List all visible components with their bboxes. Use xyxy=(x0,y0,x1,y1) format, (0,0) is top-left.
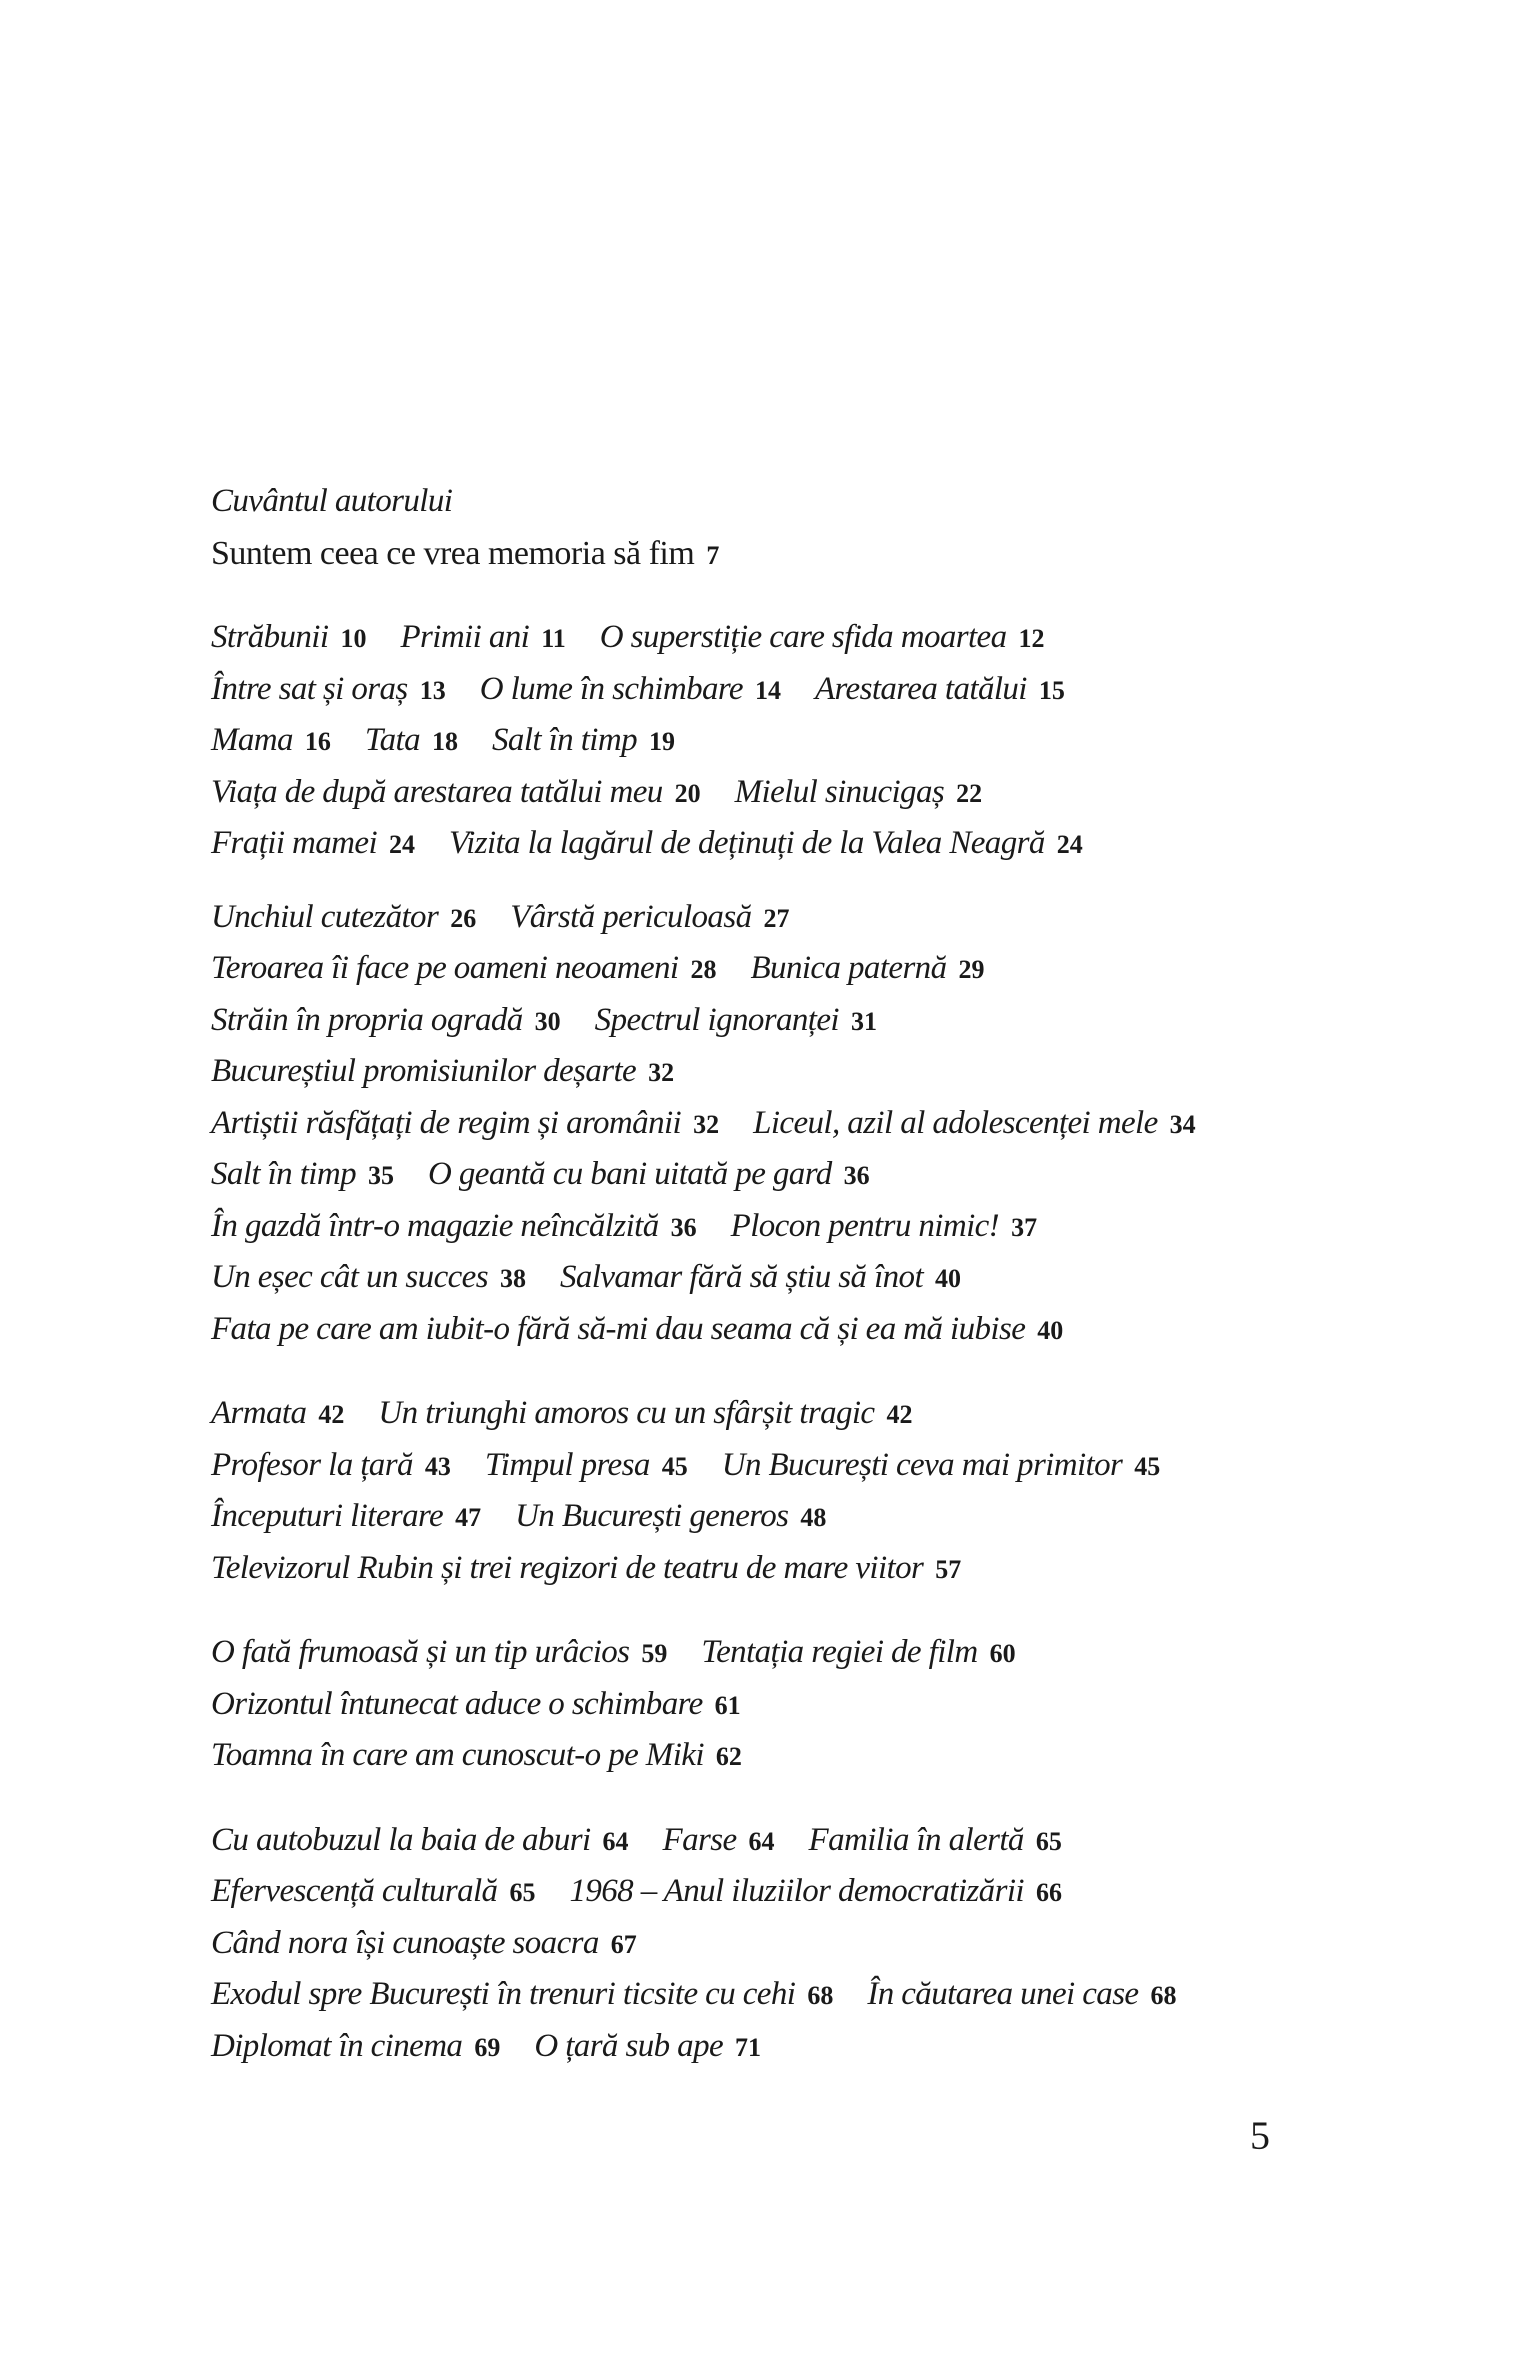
toc-entry[interactable] xyxy=(211,1098,719,1151)
toc-line xyxy=(211,1866,1331,1918)
entry-title: Artiștii răsfățați de regim și aromânii xyxy=(211,1104,682,1141)
toc-line xyxy=(211,943,1331,995)
toc-entry[interactable] xyxy=(211,1304,1063,1357)
entry-page: 15 xyxy=(1038,675,1065,705)
entry-page: 27 xyxy=(763,903,790,933)
toc-sections xyxy=(211,579,1331,2072)
toc-entry[interactable] xyxy=(211,1201,697,1254)
toc-line xyxy=(211,2021,1331,2073)
toc-entry[interactable] xyxy=(867,1969,1176,2022)
toc-entry[interactable] xyxy=(211,1627,667,1680)
entry-title: Fata pe care am iubit-o fără să-mi dau seama că și ea mă iubise xyxy=(211,1310,1026,1347)
entry-title: Armata xyxy=(211,1395,307,1431)
entry-page: 43 xyxy=(424,1451,451,1481)
toc-entry[interactable] xyxy=(600,612,1045,665)
entry-page: 12 xyxy=(1018,624,1045,653)
toc-line xyxy=(211,1252,1331,1304)
entry-page: 32 xyxy=(648,1058,675,1087)
toc-entry[interactable] xyxy=(211,1388,344,1441)
toc-entry[interactable] xyxy=(400,612,565,665)
entry-page: 29 xyxy=(958,955,985,984)
entry-page: 24 xyxy=(1056,830,1083,859)
toc-line xyxy=(211,1543,1331,1595)
toc-line xyxy=(211,1815,1331,1867)
entry-title: Tentația regiei de film xyxy=(701,1634,978,1670)
entry-page: 57 xyxy=(935,1554,962,1584)
entry-page: 42 xyxy=(318,1400,345,1429)
preface-title: Suntem ceea ce vrea memoria să fim xyxy=(211,534,695,572)
entry-page: 35 xyxy=(367,1161,394,1190)
entry-page: 20 xyxy=(674,778,701,808)
entry-page: 28 xyxy=(690,955,717,984)
entry-title: Viața de după arestarea tatălui meu xyxy=(211,773,663,810)
entry-page: 18 xyxy=(432,727,459,756)
toc-entry[interactable] xyxy=(365,715,458,768)
toc-line xyxy=(211,1149,1331,1201)
toc-line xyxy=(211,715,1331,767)
toc-line xyxy=(211,1304,1331,1356)
entry-page: 32 xyxy=(693,1109,720,1139)
entry-title: În căutarea unei case xyxy=(867,1976,1139,2012)
toc-entry[interactable] xyxy=(753,1098,1196,1151)
entry-page: 24 xyxy=(389,830,416,859)
toc-entry[interactable] xyxy=(809,1815,1062,1868)
toc-line xyxy=(211,767,1331,819)
entry-page: 47 xyxy=(455,1503,482,1532)
toc-line xyxy=(211,1491,1331,1543)
entry-title: Spectrul ignoranței xyxy=(594,1001,839,1038)
entry-title: În gazdă într-o magazie neîncălzită xyxy=(211,1207,659,1244)
entry-page: 10 xyxy=(340,624,367,653)
toc-entry[interactable] xyxy=(211,1679,741,1732)
preface-entry xyxy=(211,528,1331,580)
toc-line xyxy=(211,818,1331,870)
entry-title: Plocon pentru nimic! xyxy=(730,1207,1000,1244)
entry-title: 1968 – Anul iluziilor democratizării xyxy=(569,1873,1024,1909)
entry-page: 67 xyxy=(610,1929,637,1959)
entry-title: Primii ani xyxy=(400,619,530,655)
toc-line xyxy=(211,1627,1331,1679)
section-spacer xyxy=(211,870,1331,892)
toc-entry[interactable] xyxy=(211,1969,833,2022)
entry-page: 36 xyxy=(670,1212,697,1242)
toc-entry[interactable] xyxy=(731,1201,1037,1254)
entry-title: Între sat și oraș xyxy=(211,670,408,707)
entry-page: 31 xyxy=(851,1006,877,1036)
entry-title: Un triunghi amoros cu un sfârșit tragic xyxy=(378,1395,875,1431)
entry-title: Exodul spre București în trenuri ticsite cu cehi xyxy=(211,1976,796,2012)
entry-title: Teroarea îi face pe oameni neoameni xyxy=(211,950,679,986)
toc-entry[interactable] xyxy=(663,1815,775,1868)
toc-entry[interactable] xyxy=(428,1149,870,1202)
preface-label: Cuvântul autorului xyxy=(211,483,453,519)
toc-entry[interactable] xyxy=(701,1627,1015,1680)
toc-entry[interactable] xyxy=(211,1815,629,1868)
entry-title: O fată frumoasă și un tip urâcios xyxy=(211,1634,630,1670)
toc-entry[interactable] xyxy=(211,818,415,871)
section-spacer xyxy=(211,579,1331,612)
entry-title: Vârstă periculoasă xyxy=(510,898,752,935)
toc-entry[interactable] xyxy=(211,1730,742,1783)
toc-entry[interactable] xyxy=(722,1440,1161,1493)
toc-entry[interactable] xyxy=(595,995,877,1048)
section-spacer xyxy=(211,1355,1331,1388)
entry-title: Televizorul Rubin și trei regizori de teatru de mare viitor xyxy=(211,1549,924,1586)
entry-title: Un eșec cât un succes xyxy=(211,1259,488,1295)
toc-entry[interactable] xyxy=(211,1149,394,1202)
entry-page: 37 xyxy=(1011,1212,1038,1242)
table-of-contents xyxy=(211,476,1331,2072)
entry-page: 26 xyxy=(450,903,477,933)
toc-section xyxy=(211,1815,1331,2073)
toc-line xyxy=(211,1201,1331,1253)
entry-page: 65 xyxy=(1035,1826,1062,1856)
entry-title: Diplomat în cinema xyxy=(211,2027,463,2064)
toc-entry[interactable] xyxy=(211,612,366,665)
entry-page: 36 xyxy=(843,1161,870,1190)
entry-title: Liceul, azil al adolescenței mele xyxy=(753,1104,1158,1141)
entry-title: Unchiul cutezător xyxy=(211,898,439,935)
toc-section xyxy=(211,1388,1331,1594)
entry-title: O lume în schimbare xyxy=(479,670,743,707)
entry-page: 69 xyxy=(474,2032,501,2062)
entry-title: Străbunii xyxy=(211,619,329,655)
toc-line xyxy=(211,664,1331,716)
entry-title: Mielul sinucigaș xyxy=(734,773,945,810)
entry-page: 45 xyxy=(661,1451,688,1481)
toc-entry[interactable] xyxy=(211,1866,535,1919)
toc-entry[interactable] xyxy=(211,2021,500,2074)
entry-page: 14 xyxy=(754,675,781,705)
toc-line xyxy=(211,1388,1331,1440)
toc-line xyxy=(211,1098,1331,1150)
entry-title: Toamna în care am cunoscut-o pe Miki xyxy=(211,1737,704,1773)
toc-entry[interactable] xyxy=(815,664,1065,717)
entry-page: 16 xyxy=(304,727,331,756)
toc-line xyxy=(211,892,1331,944)
toc-line xyxy=(211,1046,1331,1098)
entry-page: 68 xyxy=(1150,1981,1177,2010)
entry-page: 19 xyxy=(649,727,675,756)
toc-line xyxy=(211,1969,1331,2021)
toc-entry[interactable] xyxy=(492,715,675,768)
entry-title: Începuturi literare xyxy=(211,1498,444,1534)
toc-section xyxy=(211,1627,1331,1782)
toc-line xyxy=(211,1918,1331,1970)
entry-title: O superstiție care sfida moartea xyxy=(599,619,1007,655)
toc-entry[interactable] xyxy=(211,767,701,820)
toc-entry[interactable] xyxy=(211,995,561,1048)
section-spacer xyxy=(211,1782,1331,1815)
toc-entry[interactable] xyxy=(480,664,781,717)
entry-title: O geantă cu bani uitată pe gard xyxy=(427,1156,832,1192)
entry-page: 40 xyxy=(935,1264,962,1293)
toc-entry[interactable] xyxy=(378,1388,912,1441)
entry-title: Salvamar fără să știu să înot xyxy=(559,1259,924,1295)
entry-page: 30 xyxy=(534,1006,561,1036)
entry-page: 60 xyxy=(989,1639,1016,1668)
entry-page: 71 xyxy=(735,2032,762,2062)
entry-title: Familia în alertă xyxy=(808,1821,1024,1858)
entry-title: Cu autobuzul la baia de aburi xyxy=(211,1821,591,1858)
toc-line xyxy=(211,1440,1331,1492)
toc-entry[interactable] xyxy=(485,1440,688,1493)
section-spacer xyxy=(211,1594,1331,1627)
toc-entry[interactable] xyxy=(211,1252,526,1305)
entry-page: 68 xyxy=(807,1981,834,2010)
entry-page: 13 xyxy=(419,675,446,705)
entry-page: 61 xyxy=(714,1690,741,1720)
entry-title: Timpul presa xyxy=(484,1446,650,1483)
entry-title: Salt în timp xyxy=(211,1156,356,1192)
toc-line xyxy=(211,995,1331,1047)
entry-title: Un București ceva mai primitor xyxy=(721,1446,1123,1483)
toc-entry[interactable] xyxy=(569,1866,1061,1919)
entry-page: 64 xyxy=(748,1826,775,1856)
entry-title: Bucureștiul promisiunilor deșarte xyxy=(211,1053,637,1089)
entry-page: 42 xyxy=(886,1400,913,1429)
entry-page: 59 xyxy=(641,1639,668,1668)
toc-entry[interactable] xyxy=(534,2021,761,2074)
entry-page: 45 xyxy=(1134,1451,1161,1481)
page-number: 5 xyxy=(1250,2113,1270,2158)
entry-page: 64 xyxy=(602,1826,629,1856)
toc-entry[interactable] xyxy=(751,943,985,996)
entry-page: 65 xyxy=(509,1878,536,1907)
entry-title: Orizontul întunecat aduce o schimbare xyxy=(211,1685,703,1722)
entry-title: Străin în propria ogradă xyxy=(211,1001,523,1038)
toc-entry[interactable] xyxy=(211,715,331,768)
toc-entry[interactable] xyxy=(449,818,1083,871)
toc-entry[interactable] xyxy=(735,767,982,820)
entry-title: Profesor la țară xyxy=(211,1446,413,1483)
toc-entry[interactable] xyxy=(510,892,789,945)
toc-entry[interactable] xyxy=(211,1440,451,1493)
entry-title: Efervescență culturală xyxy=(211,1873,498,1909)
toc-entry[interactable] xyxy=(515,1491,826,1544)
entry-page: 62 xyxy=(715,1742,742,1771)
entry-title: Bunica paternă xyxy=(750,950,947,986)
entry-title: Vizita la lagărul de deținuți de la Valea Neagră xyxy=(449,825,1045,861)
entry-title: Arestarea tatălui xyxy=(814,670,1027,707)
entry-page: 22 xyxy=(956,778,983,808)
entry-title: Tata xyxy=(364,722,421,758)
entry-page: 48 xyxy=(800,1503,827,1532)
entry-page: 34 xyxy=(1169,1109,1196,1139)
toc-entry[interactable] xyxy=(211,1046,674,1099)
toc-entry[interactable] xyxy=(211,1543,961,1596)
toc-section xyxy=(211,612,1331,870)
entry-title: Salt în timp xyxy=(492,722,637,758)
entry-page: 38 xyxy=(499,1264,526,1293)
toc-entry[interactable] xyxy=(560,1252,961,1305)
toc-line xyxy=(211,612,1331,664)
toc-section xyxy=(211,892,1331,1356)
entry-title: Un București generos xyxy=(515,1498,789,1534)
toc-entry[interactable] xyxy=(211,892,476,945)
entry-title: Mama xyxy=(211,722,293,758)
entry-page: 40 xyxy=(1037,1315,1064,1345)
toc-line xyxy=(211,1730,1331,1782)
toc-line xyxy=(211,1679,1331,1731)
entry-page: 66 xyxy=(1035,1878,1062,1907)
entry-title: Farse xyxy=(662,1821,737,1858)
entry-title: Frații mamei xyxy=(211,825,378,861)
toc-entry[interactable] xyxy=(211,664,446,717)
preface-page: 7 xyxy=(706,540,720,570)
toc-entry[interactable] xyxy=(211,1918,637,1971)
toc-entry[interactable] xyxy=(211,943,717,996)
toc-entry[interactable] xyxy=(211,1491,481,1544)
entry-page: 11 xyxy=(541,624,566,653)
entry-title: Când nora își cunoaște soacra xyxy=(211,1924,599,1961)
entry-title: O țară sub ape xyxy=(534,2027,724,2064)
